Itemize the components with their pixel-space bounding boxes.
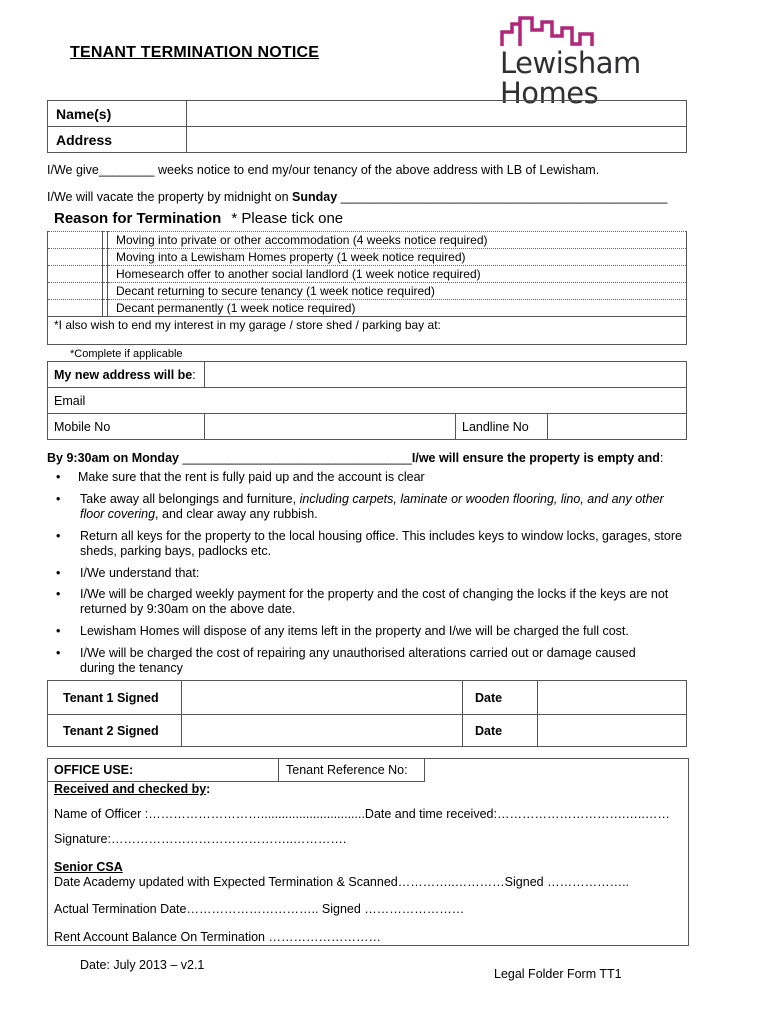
signatures-table — [47, 680, 687, 747]
reason-spacer — [48, 266, 103, 283]
bullet-icon: • — [56, 492, 61, 506]
page-title: TENANT TERMINATION NOTICE — [70, 44, 320, 61]
reason-instruction: * Please tick one — [231, 210, 344, 227]
signature-line[interactable]: Signature:……………………………………..…………. — [54, 832, 347, 846]
actual-termination-line[interactable]: Actual Termination Date………………………….. Signed …………………… — [54, 902, 465, 916]
tenant-2-label: Tenant 2 Signed — [48, 715, 182, 747]
email-field[interactable] — [48, 388, 687, 414]
tenant-details-table — [47, 100, 687, 153]
received-line — [54, 782, 210, 796]
reason-option-3: Homesearch offer to another social landlord (1 week notice required) — [108, 266, 687, 283]
reason-option-2: Moving into a Lewisham Homes property (1 week notice required) — [108, 249, 687, 266]
names-label: Name(s) — [48, 101, 187, 127]
vacate-line — [47, 190, 667, 204]
reason-option-4: Decant returning to secure tenancy (1 week notice required) — [108, 283, 687, 300]
tenant-1-label: Tenant 1 Signed — [48, 681, 182, 715]
reason-heading: Reason for Termination — [54, 210, 222, 227]
logo-word-homes: Homes — [500, 76, 599, 110]
contact-table — [47, 361, 687, 440]
new-address-label: My new address will be — [54, 367, 193, 382]
reason-spacer — [48, 300, 103, 317]
names-field[interactable] — [187, 101, 687, 127]
applicable-note: *Complete if applicable — [70, 348, 183, 360]
handover-date-blank[interactable]: _________________________________ — [182, 451, 412, 465]
list-item — [52, 587, 692, 617]
footer-date: Date: July 2013 – v2.1 — [80, 958, 205, 972]
garage-note[interactable]: *I also wish to end my interest in my garage / store shed / parking bay at: — [48, 317, 687, 345]
reason-spacer — [48, 283, 103, 300]
reason-option-1: Moving into private or other accommodation (4 weeks notice required) — [108, 232, 687, 249]
vacate-day: Sunday — [292, 190, 338, 204]
bullet-icon: • — [56, 587, 61, 601]
list-item — [52, 529, 692, 559]
tenant-2-signature-field[interactable] — [182, 715, 463, 747]
email-label: Email — [54, 393, 86, 408]
tenant-1-date-field[interactable] — [538, 681, 687, 715]
bullet-text-2 — [52, 492, 690, 522]
reason-spacer — [48, 232, 103, 249]
bullet-text-4: I/We understand that: — [80, 566, 200, 580]
landline-field[interactable] — [548, 414, 687, 440]
handover-prefix: By 9:30am on Monday — [47, 451, 179, 465]
tenant-ref-label: Tenant Reference No: — [286, 763, 408, 777]
tenant-2-date-field[interactable] — [538, 715, 687, 747]
tenant-1-signature-field[interactable] — [182, 681, 463, 715]
bullet-2-end: , and clear away any rubbish. — [155, 507, 318, 521]
received-colon: : — [206, 782, 211, 796]
bullet-2-start: Take away all belongings and furniture, — [80, 492, 300, 506]
bullet-icon: • — [56, 624, 61, 638]
address-label: Address — [48, 127, 187, 153]
notice-weeks-line: I/We give________ weeks notice to end my/our tenancy of the above address with LB of Lewisham. — [47, 163, 600, 177]
list-item — [52, 624, 692, 639]
office-use-label-cell — [48, 759, 279, 782]
list-item — [52, 492, 692, 522]
bullet-text-5: I/We will be charged weekly payment for the property and the cost of changing the locks if the keys are not returned by 9:30am on the above date. — [80, 587, 669, 616]
received-label: Received and checked by — [54, 782, 207, 796]
handover-suffix: I/we will ensure the property is empty and — [411, 451, 660, 465]
tenant-1-date-label: Date — [463, 681, 538, 715]
bullet-text-1: Make sure that the rent is fully paid up and the account is clear — [78, 470, 425, 484]
reason-table — [47, 231, 687, 345]
tenant-ref-label-cell — [278, 759, 425, 782]
bullet-icon: • — [56, 646, 61, 660]
logo-word-lewisham: Lewisham — [500, 46, 641, 80]
academy-line[interactable]: Date Academy updated with Expected Termination & Scanned…………..…………Signed ……………….. — [54, 875, 630, 889]
bullet-icon: • — [56, 470, 61, 484]
office-use-label: OFFICE USE: — [54, 763, 134, 777]
new-address-label-cell — [48, 362, 205, 388]
lewisham-homes-logo — [496, 14, 666, 110]
landline-label: Landline No — [456, 414, 548, 440]
senior-csa-heading: Senior CSA — [54, 860, 123, 874]
mobile-field[interactable] — [205, 414, 456, 440]
list-item — [52, 646, 692, 676]
bullet-icon: • — [56, 529, 61, 543]
officer-line[interactable]: Name of Officer :………………………..............................Date and time received:………………………….…..…… — [54, 807, 670, 821]
new-address-field[interactable] — [205, 362, 687, 388]
vacate-prefix: I/We will vacate the property by midnight on — [47, 190, 289, 204]
list-item — [52, 470, 692, 485]
vacate-blank[interactable]: _______________________________________________ — [340, 190, 668, 204]
handover-line — [47, 451, 663, 465]
handover-colon: : — [659, 451, 664, 465]
bullet-2-italic: including carpets, laminate or wooden flooring, lino, and any other floor covering — [80, 492, 664, 521]
tenant-ref-field[interactable] — [424, 759, 688, 781]
bullet-icon: • — [56, 566, 61, 580]
mobile-label: Mobile No — [48, 414, 205, 440]
bullet-text-6: Lewisham Homes will dispose of any items left in the property and I/we will be charged the full cost. — [80, 624, 629, 638]
reason-heading-line — [54, 210, 343, 227]
skyline-icon — [500, 14, 600, 48]
bullet-text-7: I/We will be charged the cost of repairing any unauthorised alterations carried out or damage caused during the tenancy — [80, 646, 636, 675]
address-field[interactable] — [187, 127, 687, 153]
reason-option-5: Decant permanently (1 week notice required) — [108, 300, 687, 317]
reason-spacer — [48, 249, 103, 266]
list-item — [52, 566, 692, 581]
rent-balance-line[interactable]: Rent Account Balance On Termination ……………………… — [54, 930, 381, 944]
office-use-box — [47, 758, 689, 946]
new-address-colon: : — [192, 367, 196, 382]
footer-form-id: Legal Folder Form TT1 — [494, 967, 622, 981]
bullet-text-3: Return all keys for the property to the local housing office. This includes keys to window locks, garages, store sheds, parking bays, padlocks etc. — [80, 529, 682, 558]
tenant-2-date-label: Date — [463, 715, 538, 747]
